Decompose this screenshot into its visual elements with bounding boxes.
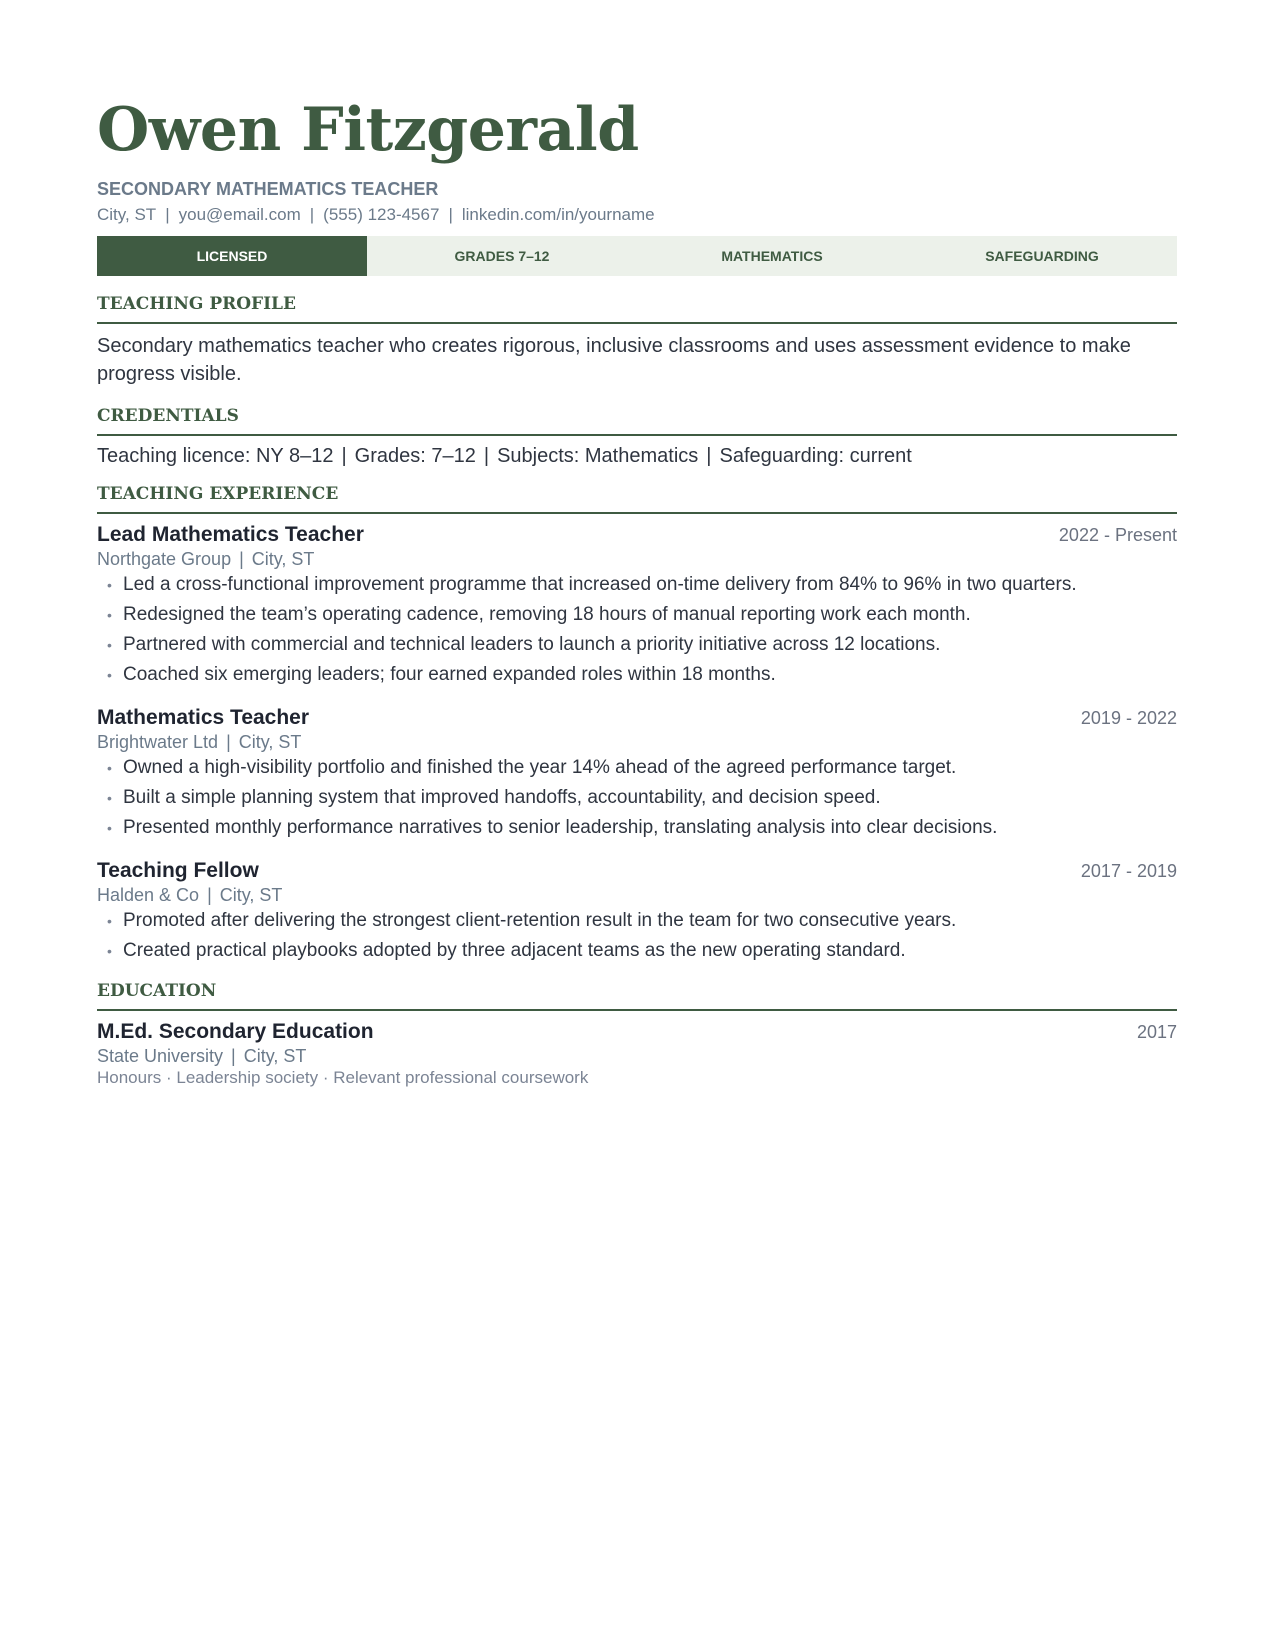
bullet-icon: •: [107, 607, 112, 623]
job-bullets: [97, 906, 1177, 966]
credential-separator: |: [483, 445, 490, 467]
bullet-item: [97, 660, 1177, 690]
job-entry: [97, 522, 1177, 690]
credentials-section: [97, 405, 1177, 470]
job-bullets: [97, 570, 1177, 690]
job-header: [97, 522, 1177, 548]
org-separator: |: [226, 732, 231, 752]
contact-separator: |: [309, 205, 315, 224]
credential-safeguarding: Safeguarding: current: [719, 445, 912, 467]
contact-email: you@email.com: [178, 205, 301, 224]
bullet-text: Partnered with commercial and technical leaders to launch a priority initiative across 12 locations.: [123, 634, 941, 655]
job-bullets: [97, 753, 1177, 843]
bullet-item: [97, 906, 1177, 936]
bullet-icon: •: [107, 943, 112, 959]
tag-grades: GRADES 7–12: [454, 248, 550, 264]
job-header: [97, 705, 1177, 731]
contact-location: City, ST: [97, 205, 157, 224]
contact-separator: |: [165, 205, 170, 224]
tag-safeguarding: SAFEGUARDING: [985, 248, 1099, 264]
contact-linkedin: linkedin.com/in/yourname: [461, 205, 655, 224]
bullet-item: [97, 630, 1177, 660]
job-company: Brightwater Ltd: [97, 732, 219, 752]
bullet-text: Owned a high-visibility portfolio and finished the year 14% ahead of the agreed performance target.: [123, 757, 957, 778]
bullet-text: Created practical playbooks adopted by three adjacent teams as the new operating standard.: [123, 940, 906, 961]
credentials-line: [97, 442, 1177, 470]
job-title: Teaching Fellow: [97, 859, 259, 882]
tag-strip: [97, 236, 1177, 276]
org-separator: |: [231, 1046, 236, 1066]
bullet-text: Promoted after delivering the strongest client-retention result in the team for two consecutive years.: [123, 910, 957, 931]
tag-mathematics: MATHEMATICS: [721, 248, 823, 264]
section-title-experience: TEACHING EXPERIENCE: [97, 483, 1177, 514]
candidate-role: SECONDARY MATHEMATICS TEACHER: [97, 179, 439, 199]
section-title-profile: TEACHING PROFILE: [97, 293, 1177, 324]
bullet-icon: •: [107, 820, 112, 836]
section-title-education: EDUCATION: [97, 980, 1177, 1011]
job-location: City, ST: [238, 732, 302, 752]
school-line: [97, 1045, 1177, 1067]
credential-subjects: Subjects: Mathematics: [497, 445, 699, 467]
job-organization: [97, 884, 1177, 906]
org-separator: |: [207, 885, 212, 905]
job-location: City, ST: [251, 549, 315, 569]
education-section: [97, 980, 1177, 1089]
education-notes: Honours · Leadership society · Relevant professional coursework: [97, 1068, 589, 1087]
bullet-item: [97, 813, 1177, 843]
education-entry: [97, 1019, 1177, 1089]
contact-phone: (555) 123-4567: [323, 205, 440, 224]
credential-separator: |: [706, 445, 712, 467]
bullet-icon: •: [107, 577, 112, 593]
section-title-credentials: CREDENTIALS: [97, 405, 1177, 436]
bullet-item: [97, 570, 1177, 600]
tag-licensed: LICENSED: [97, 236, 367, 276]
profile-text: Secondary mathematics teacher who creates rigorous, inclusive classrooms and uses assessment evidence to make progress visible.: [97, 335, 1131, 385]
bullet-item: [97, 936, 1177, 966]
bullet-icon: •: [107, 637, 112, 653]
org-separator: |: [239, 549, 244, 569]
contact-separator: |: [448, 205, 453, 224]
profile-section: [97, 293, 1177, 388]
graduation-date: 2017: [1136, 1022, 1177, 1042]
bullet-text: Led a cross-functional improvement programme that increased on-time delivery from 84% to 96% in two quarters.: [123, 574, 1077, 595]
bullet-icon: •: [107, 667, 112, 683]
contact-line: [97, 204, 1177, 226]
job-date: 2017 - 2019: [1080, 861, 1177, 881]
bullet-text: Presented monthly performance narratives to senior leadership, translating analysis into clear decisions.: [123, 817, 998, 838]
job-entry: [97, 705, 1177, 843]
job-date: 2019 - 2022: [1080, 708, 1177, 728]
job-entry: [97, 858, 1177, 966]
job-organization: [97, 731, 1177, 753]
bullet-item: [97, 783, 1177, 813]
bullet-item: [97, 600, 1177, 630]
school-location: City, ST: [243, 1046, 307, 1066]
resume-page: [97, 90, 1177, 1089]
job-title: Mathematics Teacher: [97, 706, 310, 729]
school-name: State University: [97, 1046, 224, 1066]
education-header: [97, 1019, 1177, 1045]
job-company: Northgate Group: [97, 549, 232, 569]
credential-licence: Teaching licence: NY 8–12: [97, 445, 334, 467]
bullet-icon: •: [107, 760, 112, 776]
credential-separator: |: [341, 445, 347, 467]
bullet-item: [97, 753, 1177, 783]
experience-section: [97, 483, 1177, 966]
job-location: City, ST: [219, 885, 283, 905]
bullet-icon: •: [107, 913, 112, 929]
degree-title: M.Ed. Secondary Education: [97, 1020, 374, 1043]
bullet-text: Coached six emerging leaders; four earned expanded roles within 18 months.: [123, 664, 776, 685]
bullet-text: Built a simple planning system that improved handoffs, accountability, and decision speed.: [123, 787, 881, 808]
job-header: [97, 858, 1177, 884]
job-organization: [97, 548, 1177, 570]
candidate-name: Owen Fitzgerald: [97, 95, 639, 165]
job-date: 2022 - Present: [1058, 525, 1177, 545]
job-title: Lead Mathematics Teacher: [97, 523, 364, 546]
job-company: Halden & Co: [97, 885, 200, 905]
bullet-icon: •: [107, 790, 112, 806]
bullet-text: Redesigned the team’s operating cadence, removing 18 hours of manual reporting work each month.: [123, 604, 971, 625]
credential-grades: Grades: 7–12: [354, 445, 476, 467]
